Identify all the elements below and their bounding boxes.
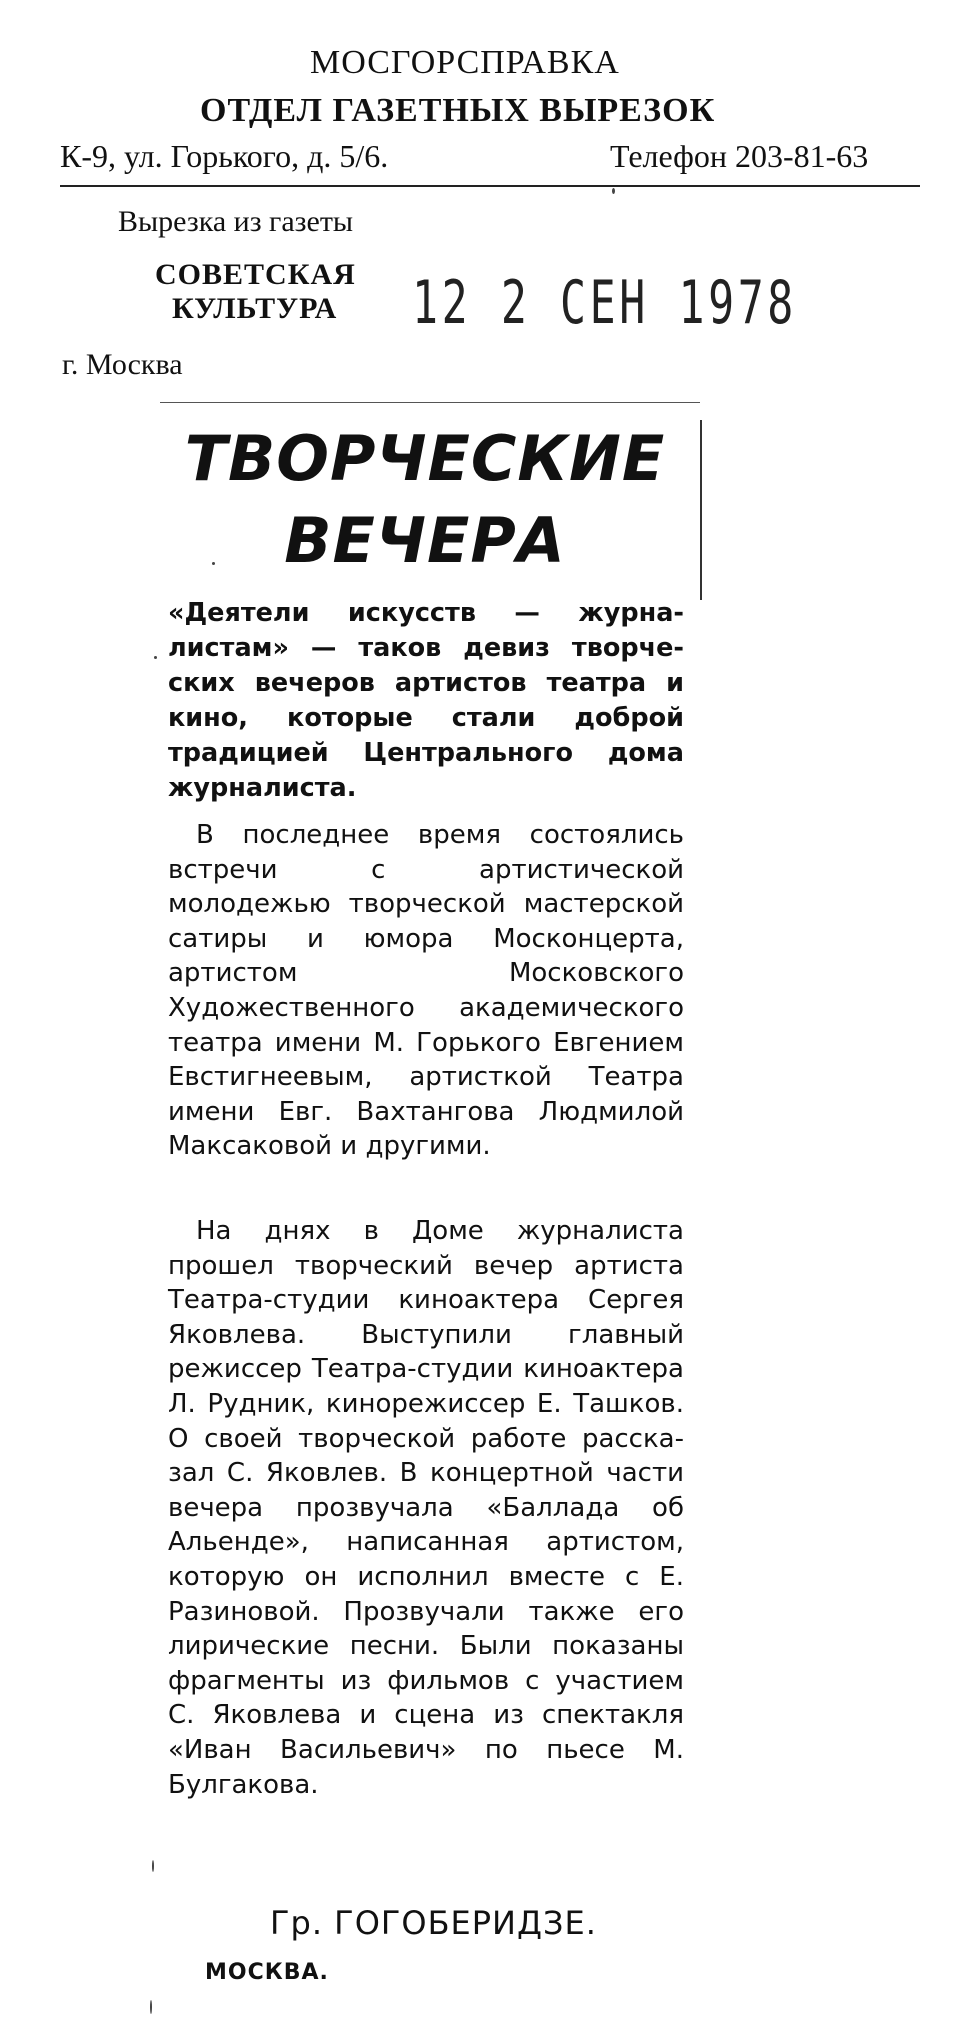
print-speck [154,656,157,659]
source-label: Вырезка из газеты [118,205,354,238]
newspaper-name-line1: СОВЕТСКАЯ [155,258,356,291]
article-lead: «Деятели искусств — журналистам» — таков девиз творческих вечеров артистов театра и кино, которые стали доброй традицией Центрального дома журналиста. [168,598,684,803]
headline-line2: ВЕЧЕРА [284,504,566,577]
newspaper-name-line2: КУЛЬТУРА [172,292,338,325]
headline-line1: ТВОРЧЕСКИЕ [184,422,666,495]
date-stamp: 12 2 СЕН 1978 [412,268,797,338]
print-speck [612,188,615,194]
article-author: Гр. ГОГОБЕРИДЗЕ. [270,1904,597,1942]
print-speck [150,2000,152,2014]
article-top-divider [160,402,700,403]
agency-address: К-9, ул. Горького, д. 5/6. [60,138,389,174]
article-paragraph-2: На днях в Доме журналиста прошел творческий вечер артиста Театра-студии киноактера Сергея Яковлева. Выступили главный режиссер Театра-студии киноактера Л. Рудник, кинорежиссер Е. Ташков. О своей творческой работе рассказал С. Яковлев. В концертной части вечера прозвучала «Баллада об Альенде», написанная артистом, которую он исполнил вместе с Е. Разиновой. Прозвучали также его лирические песни. Были показаны фрагменты из фильмов с участием С. Яковлева и сцена из спектакля «Иван Васильевич» по пьесе М. Булгакова. [168,1216,684,1800]
print-speck [152,1860,154,1872]
agency-phone: Телефон 203-81-63 [610,138,869,174]
header-divider [60,185,920,187]
article-headline [150,418,700,582]
article-column-rule [700,420,702,600]
source-city: г. Москва [62,348,183,381]
article-paragraph-1: В последнее время состоялись встречи с артистической молодежью творческой мастерской сатиры и юмора Москонцерта, артистом Московского Художественного академического театра имени М. Горького Евгением Евстигнеевым, артисткой Театра имени Евг. Вахтангова Людмилой Максаковой и другими. [168,820,684,1162]
print-speck [212,562,215,565]
department-name: ОТДЕЛ ГАЗЕТНЫХ ВЫРЕЗОК [200,92,716,129]
article-author-city: МОСКВА. [205,1960,329,1985]
agency-name: МОСГОРСПРАВКА [310,44,620,81]
